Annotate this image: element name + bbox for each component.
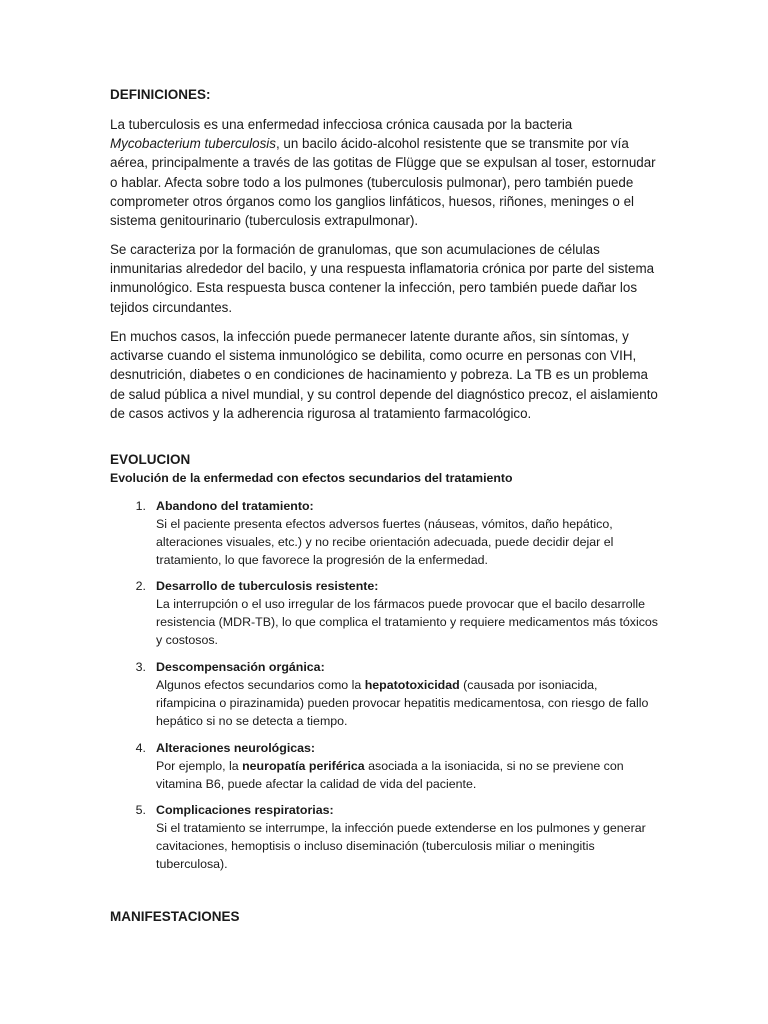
list-item-title: Desarrollo de tuberculosis resistente: — [156, 579, 379, 593]
list-item-emphasis: hepatotoxicidad — [364, 678, 460, 692]
list-item-text — [156, 757, 658, 793]
list-item-text: La interrupción o el uso irregular de los fármacos puede provocar que el bacilo desarrolle resistencia (MDR-TB), lo que complica el tratamiento y requiere medicamentos más tóxicos y costosos. — [156, 597, 659, 647]
list-item-text: Si el paciente presenta efectos adversos fuertes (náuseas, vómitos, daño hepático, alteraciones visuales, etc.) y no recibe orientación adecuada, puede decidir dejar el tratamiento, lo que favorece la progresión de la enfermedad. — [156, 517, 614, 567]
list-number: 2. — [135, 579, 146, 593]
paragraph-text: La tuberculosis es una enfermedad infecciosa crónica causada por la bacteria — [110, 117, 573, 132]
list-number: 5. — [135, 803, 146, 817]
bacteria-name: Mycobacterium tuberculosis — [110, 136, 276, 152]
list-item-text — [156, 676, 658, 730]
list-item-text: Si el tratamiento se interrumpe, la infección puede extenderse en los pulmones y generar cavitaciones, hemoptisis o incluso diseminación (tuberculosis miliar o meningitis tuberculosa). — [156, 821, 646, 871]
list-item-title: Abandono del tratamiento: — [156, 499, 314, 513]
list-item-emphasis: neuropatía periférica — [242, 759, 365, 773]
list-number: 1. — [135, 499, 146, 513]
evolucion-subheading: Evolución de la enfermedad con efectos secundarios del tratamiento — [110, 471, 513, 485]
list-item-text-part: (causada por isoniacida, rifampicina o pirazinamida) pueden provocar hepatitis medicamentosa, con riesgo de fallo hepático si no se detecta a tiempo. — [156, 678, 649, 728]
list-number: 4. — [135, 741, 146, 755]
list-item-text-part: Algunos efectos secundarios como la — [156, 678, 365, 692]
definiciones-paragraph-1 — [110, 115, 658, 230]
list-item-text-part: asociada a la isoniacida, si no se previene con vitamina B6, puede afectar la calidad de vida del paciente. — [156, 759, 624, 791]
list-item-title: Alteraciones neurológicas: — [156, 741, 316, 755]
manifestaciones-heading: MANIFESTACIONES — [110, 909, 240, 924]
definiciones-heading: DEFINICIONES: — [110, 87, 211, 102]
list-number: 3. — [135, 660, 146, 674]
paragraph-text: , un bacilo ácido-alcohol resistente que se transmite por vía aérea, principalmente a través de las gotitas de Flügge que se expulsan al toser, estornudar o hablar. Afecta sobre todo a los pulmones (tuberculosis pulmonar), pero también puede comprometer otros órganos como los ganglios linfáticos, huesos, riñones, meninges o el sistema genitourinario (tuberculosis extrapulmonar). — [110, 136, 656, 229]
list-item-title: Complicaciones respiratorias: — [156, 803, 334, 817]
evolucion-heading: EVOLUCION — [110, 452, 191, 467]
list-item-text-part: Por ejemplo, la — [156, 759, 243, 773]
definiciones-paragraph-3: En muchos casos, la infección puede permanecer latente durante años, sin síntomas, y activarse cuando el sistema inmunológico se debilita, como ocurre en personas con VIH, desnutrición, diabetes o en condiciones de hacinamiento y pobreza. La TB es un problema de salud pública a nivel mundial, y su control depende del diagnóstico precoz, el aislamiento de casos activos y la adherencia rigurosa al tratamiento farmacológico. — [110, 329, 658, 421]
definiciones-paragraph-2: Se caracteriza por la formación de granulomas, que son acumulaciones de células inmunitarias alrededor del bacilo, y una respuesta inflamatoria crónica por parte del sistema inmunológico. Esta respuesta busca contener la infección, pero también puede dañar los tejidos circundantes. — [110, 242, 655, 315]
list-item-title: Descompensación orgánica: — [156, 660, 325, 674]
